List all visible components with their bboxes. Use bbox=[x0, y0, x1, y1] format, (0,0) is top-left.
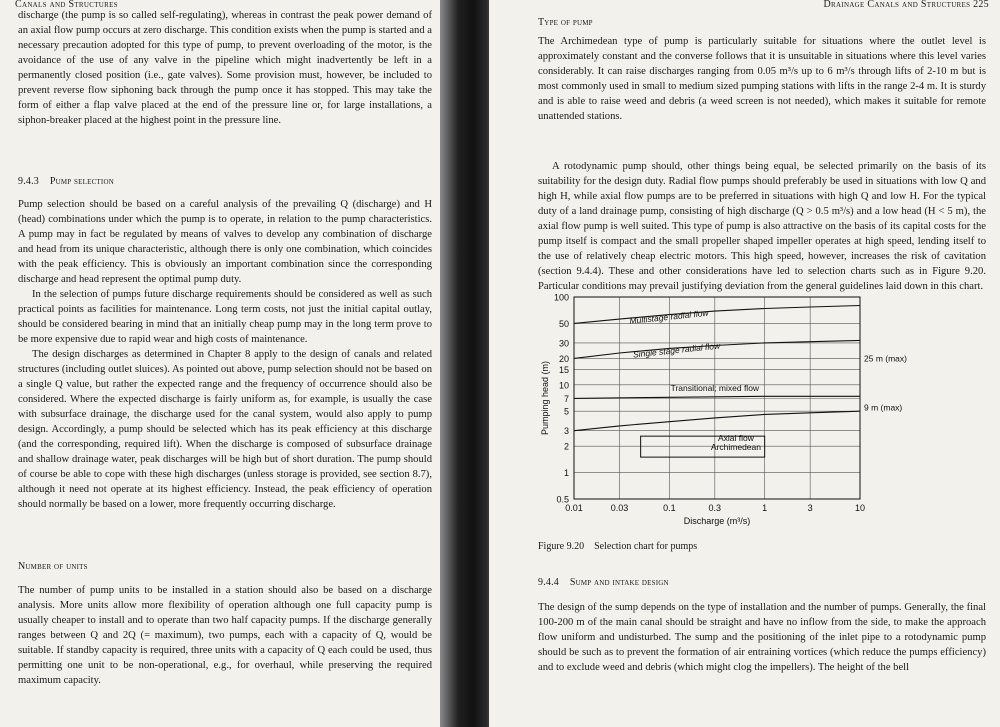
figure-number: Figure 9.20 bbox=[538, 541, 585, 552]
left-paragraph-3: In the selection of pumps future discharge requirements should be considered as well as such practical points as facilities for maintenance. Long term costs, not just the initial capital outlay, should be considered bearing in mind that an initially cheap pump may in the long term prove to be more expensive due to rapid wear and high costs of maintenance. bbox=[18, 289, 432, 345]
y-tick-label: 30 bbox=[558, 338, 569, 349]
head-limit-annotation: 25 m (max) bbox=[864, 353, 907, 364]
y-tick-label: 1 bbox=[563, 468, 569, 479]
left-page bbox=[0, 0, 452, 727]
right-paragraph-3: The design of the sump depends on the type of installation and the number of pumps. Generally, the final 100-200 m of the main canal should be straight and have no inflow from the side, to make the approach flow uniform and undisturbed. The sump and the positioning of the inlet pipe to a rotodynamic pump should be such as to prevent the formation of air entraining vortices (which reduce the pumps efficiency) and to exclude weed and debris (which might clog the impellers). The height of the bell bbox=[538, 602, 986, 673]
x-tick-label: 10 bbox=[854, 503, 866, 513]
y-tick-label: 0.5 bbox=[556, 494, 569, 505]
y-tick-label: 3 bbox=[563, 426, 569, 437]
y-tick-label: 50 bbox=[558, 318, 569, 329]
region-boundary-curve bbox=[574, 396, 860, 398]
y-tick-label: 5 bbox=[563, 406, 569, 417]
region-label: Multistage radial flow bbox=[629, 307, 710, 326]
y-tick-label: 10 bbox=[558, 380, 569, 391]
section-number: 9.4.4 bbox=[538, 577, 559, 588]
type-of-pump-heading: Type of pump bbox=[538, 17, 593, 28]
region-label: Single stage radial flow bbox=[632, 340, 721, 360]
region-label: Axial flow bbox=[718, 432, 754, 443]
left-paragraph-1: discharge (the pump is so called self-regulating), whereas in contrast the peak power demand of an axial flow pump occurs at zero discharge. This condition exists when the pump is started and a necessary precaution adopted for this type of pump, to prevent overloading of the motor, is the avoidance of the use of any valve in the pipeline which might inadvertently be left in a permanently closed position (i.e., gate valves). Some provision must, however, be included to prevent reverse flow siphoning back through the pump once it has stopped. This may take the form of either a flap valve placed at the end of the pressure line or, for large installations, a siphon-breaker placed at the highest point in the pressure line. bbox=[18, 10, 432, 126]
head-limit-annotation: 9 m (max) bbox=[864, 402, 903, 413]
x-tick-label: 0.03 bbox=[610, 503, 629, 513]
region-boundary-curve bbox=[574, 306, 860, 324]
figure-caption bbox=[538, 540, 938, 554]
x-tick-label: 0.3 bbox=[708, 503, 722, 513]
section-title: Sump and intake design bbox=[569, 577, 669, 588]
section-9-4-3-heading bbox=[18, 175, 218, 189]
right-paragraph-1: The Archimedean type of pump is particularly suitable for situations where the outlet level is approximately constant and the converse follows that it is unsuitable in situations where this level varies considerably. It can raise discharges ranging from 0.05 m³/s up to 6 m³/s through lifts of 2-10 m but is most commonly used in small to medium sized pumping stations with lifts in the range 2-4 m. It is sturdy and is able to raise weed and debris (a weed screen is not needed), which makes it suitable for remote unattended stations. bbox=[538, 36, 986, 122]
region-boundary-curve bbox=[574, 411, 860, 431]
y-tick-label: 7 bbox=[563, 393, 569, 404]
y-tick-label: 15 bbox=[558, 364, 569, 375]
y-tick-label: 2 bbox=[563, 441, 569, 452]
left-paragraph-5: The number of pump units to be installed in a station should also be based on a discharge analysis. More units allow more flexibility of operation although one full capacity pump is usually cheaper to install and to operate than two half capacity pumps. If the discharge generally ranges between Q and 2Q (= maximum), two pumps, each with a capacity of Q, would be suitable. If standby capacity is required, three units with a capacity of Q each could be used, thus permitting one unit to be non-operational, e.g., for overhaul, while preserving the required maximum capacity. bbox=[18, 585, 432, 686]
number-of-units-heading: Number of units bbox=[18, 561, 88, 572]
left-paragraph-2: Pump selection should be based on a careful analysis of the prevailing Q (discharge) and H (head) combinations under which the pump is to operate, in relation to the pump characteristics. A pump may in fact be regulated by means of valves to develop any combination of discharge and head from its unique characteristic, although there is only one combination, which coincides with the peak efficiency. This is obviously an important combination since the corresponding discharge and head represent the optimal pump duty. bbox=[18, 199, 432, 285]
right-paragraph-2: A rotodynamic pump should, other things being equal, be selected primarily on the basis of its suitability for the design duty. Radial flow pumps should preferably be used in situations with low Q and high H, while axial flow pumps are to be preferred in situations with high Q and low H. For the typical duty of a land drainage pump, consisting of high discharge (Q > 0.5 m³/s) and a low head (H < 5 m), the axial flow pump is well suited. This type of pump is also attractive on the basis of its capital costs for the pump itself is compact and the small propeller shaped impeller operates at high speed, lending itself to the use of relatively cheap electric motors. This high speed, however, increases the risk of cavitation (section 9.4.4). These and other considerations have led to selection charts such as in Figure 9.20. Particular conditions may prevail justifying deviation from the general guidelines laid down in this chart. bbox=[538, 161, 986, 292]
figure-caption-text: Selection chart for pumps bbox=[594, 541, 698, 552]
left-running-head: Canals and Structures bbox=[15, 0, 118, 10]
y-tick-label: 100 bbox=[553, 292, 569, 303]
y-tick-label: 20 bbox=[558, 353, 569, 364]
y-axis-label: Pumping head (m) bbox=[540, 360, 550, 436]
right-running-head: Drainage Canals and Structures 225 bbox=[823, 0, 989, 10]
region-label: Archimedean bbox=[710, 442, 762, 453]
x-tick-label: 0.01 bbox=[565, 503, 583, 513]
left-paragraph-4: The design discharges as determined in Chapter 8 apply to the design of canals and related structures (including outlet sluices). As pointed out above, pump selection should not be based on a single Q value, but rather the expected range and the frequency of occurrence should also be considered. Where the expected discharge is fairly uniform as, for example, is usually the case with subsurface drainage, the discharge used for the canal system, would also apply to pump design. Accordingly, a pump should be selected which has its peak efficiency at this discharge (and the corresponding, required lift). When the discharge is composed of subsurface drainage and shallow drainage water, peak discharges will be high but of short duration. The pump should of course be able to cope with these high discharges (unless storage is provided, see section 8.7), although it need not operate at its highest efficiency. Instead, the peak efficiency of operation should normally be based on a lower, more frequently occurring discharge. bbox=[18, 349, 432, 510]
right-page bbox=[489, 0, 1000, 727]
region-label: Transitional; mixed flow bbox=[670, 382, 760, 393]
x-tick-label: 1 bbox=[762, 503, 768, 513]
pump-selection-chart bbox=[538, 288, 998, 530]
section-title: Pump selection bbox=[49, 176, 114, 187]
section-9-4-4-heading bbox=[538, 576, 788, 590]
x-tick-label: 0.1 bbox=[663, 503, 676, 513]
x-tick-label: 3 bbox=[807, 503, 813, 513]
x-axis-label: Discharge (m³/s) bbox=[683, 516, 751, 526]
section-number: 9.4.3 bbox=[18, 176, 39, 187]
